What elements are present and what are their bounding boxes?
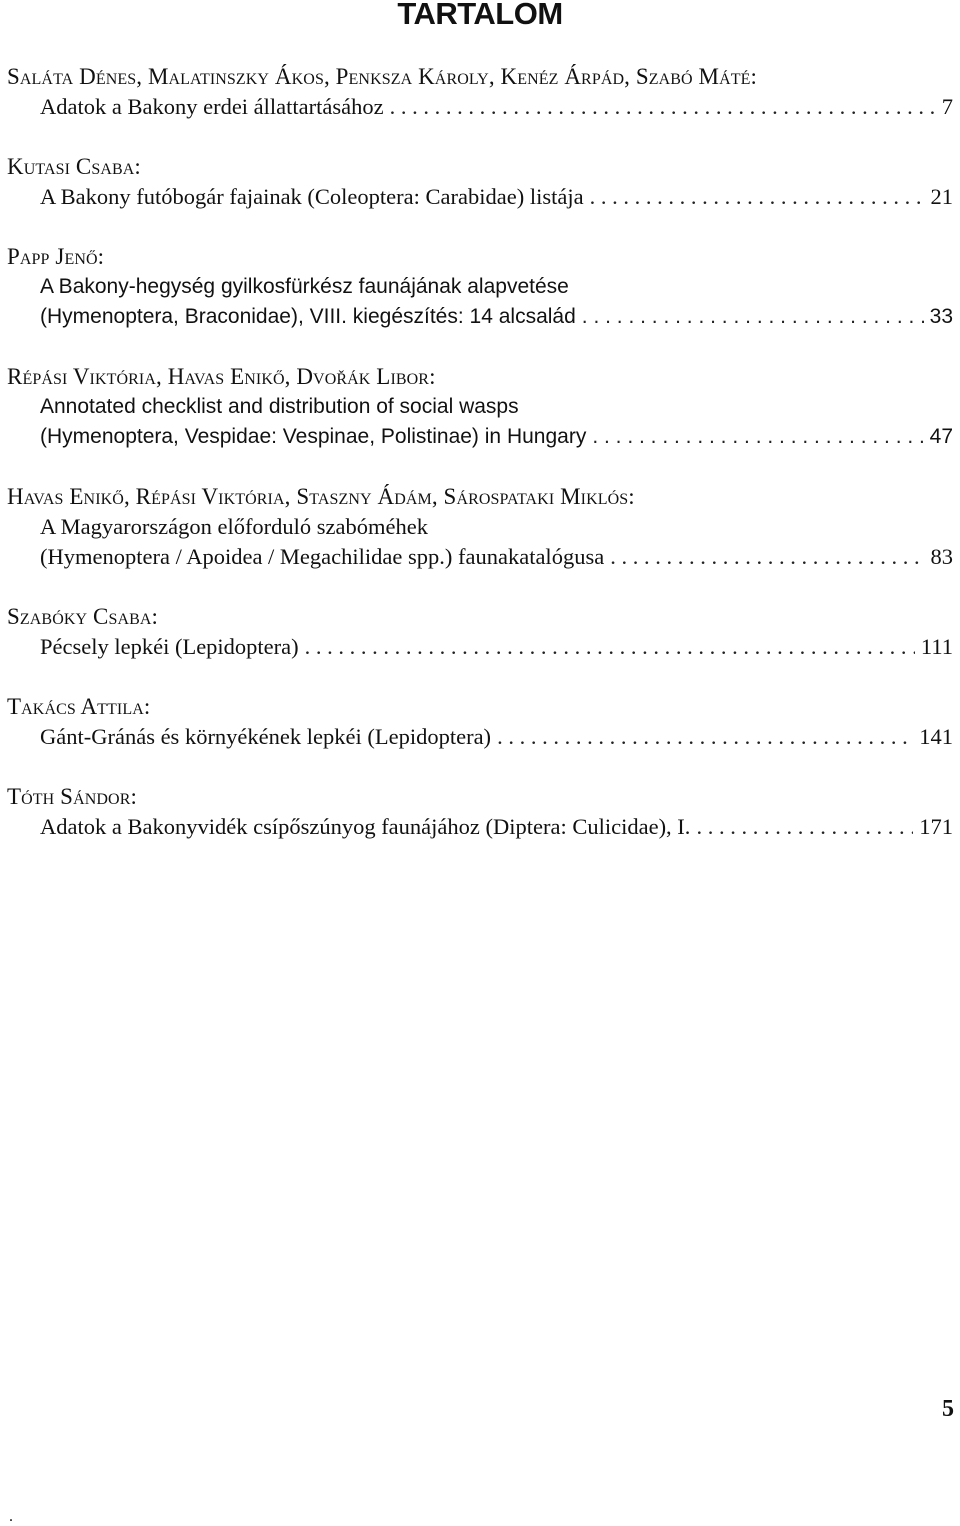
toc-entry [7, 242, 953, 332]
entry-authors: Saláta Dénes, Malatinszky Ákos, Penksza Károly, Kenéz Árpád, Szabó Máté: [7, 64, 757, 89]
entry-title-line: (Hymenoptera, Braconidae), VIII. kiegészítés: 14 alcsalád [40, 305, 576, 328]
entry-title-line: A Magyarországon előforduló szabóméhek [40, 514, 429, 539]
entry-authors: Havas Enikő, Répási Viktória, Staszny Ádám, Sárospataki Miklós: [7, 484, 635, 509]
entry-title [7, 632, 953, 662]
entry-page-number: 7 [941, 94, 953, 119]
entry-page-number: 141 [919, 724, 953, 749]
entry-title [7, 812, 953, 842]
entry-page-number: 47 [929, 425, 953, 448]
entry-title-line: Adatok a Bakony erdei állattartásához [40, 94, 384, 119]
toc-entry [7, 782, 953, 842]
toc-entry [7, 62, 953, 122]
entry-title-line: A Bakony-hegység gyilkosfürkész faunájának alapvetése [40, 275, 569, 298]
entry-authors: Szabóky Csaba: [7, 604, 159, 629]
entry-page-number: 21 [930, 184, 953, 209]
dot-leader [610, 542, 924, 572]
toc-entry [7, 362, 953, 452]
entry-page-number: 111 [920, 634, 953, 659]
entry-title [7, 722, 953, 752]
entry-authors: Takács Attila: [7, 694, 151, 719]
toc-entry [7, 602, 953, 662]
page-title: TARTALOM [397, 0, 563, 31]
toc-entry [7, 482, 953, 572]
dot-leader [696, 812, 913, 842]
entry-title-line: Annotated checklist and distribution of social wasps [40, 395, 519, 418]
entry-authors: Papp Jenő: [7, 244, 105, 269]
entry-authors: Kutasi Csaba: [7, 154, 141, 179]
entry-title [7, 92, 953, 122]
page-number: 5 [942, 1396, 954, 1422]
entry-page-number: 83 [930, 544, 953, 569]
entry-authors: Répási Viktória, Havas Enikő, Dvořák Libor: [7, 364, 436, 389]
entry-title-line: A Bakony futóbogár fajainak (Coleoptera: Carabidae) listája [40, 184, 584, 209]
dot-leader [390, 92, 936, 122]
entry-title-line: (Hymenoptera, Vespidae: Vespinae, Polistinae) in Hungary [40, 425, 587, 448]
entry-title [7, 512, 953, 572]
dot-leader [305, 632, 915, 662]
entry-title [7, 182, 953, 212]
entry-title-line: (Hymenoptera / Apoidea / Megachilidae spp.) faunakatalógusa [40, 544, 605, 569]
dot-leader [592, 422, 923, 452]
entry-title-line: Pécsely lepkéi (Lepidoptera) [40, 634, 299, 659]
entry-title-line: Adatok a Bakonyvidék csípőszúnyog faunájához (Diptera: Culicidae), I. [40, 814, 691, 839]
entry-page-number: 33 [929, 305, 953, 328]
dot-leader [590, 182, 925, 212]
toc-entry [7, 152, 953, 212]
dot-leader [582, 302, 924, 332]
entry-authors: Tóth Sándor: [7, 784, 137, 809]
entry-page-number: 171 [919, 814, 953, 839]
dot-leader [497, 722, 913, 752]
table-of-contents [7, 62, 953, 872]
entry-title [7, 392, 953, 452]
entry-title-line: Gánt-Gránás és környékének lepkéi (Lepidoptera) [40, 724, 492, 749]
bottom-mark: . [9, 1508, 13, 1525]
toc-entry [7, 692, 953, 752]
entry-title [7, 272, 953, 332]
